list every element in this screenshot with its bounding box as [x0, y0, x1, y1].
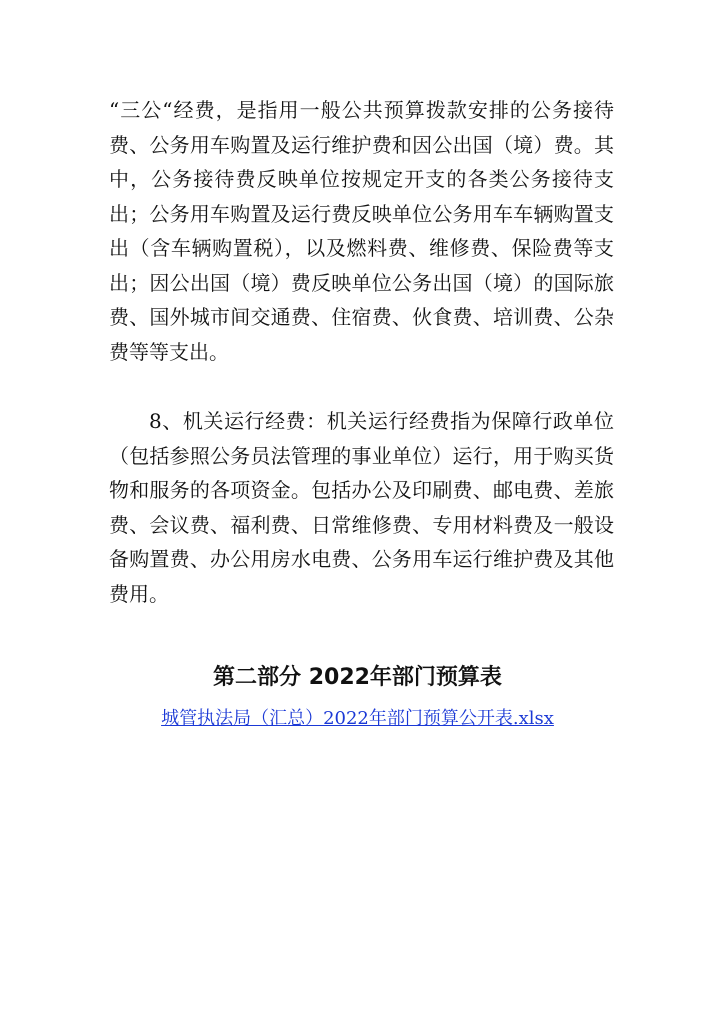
- section-title: 第二部分 2022年部门预算表: [213, 665, 502, 690]
- budget-table-file-link[interactable]: 城管执法局（汇总）2022年部门预算公开表.xlsx: [161, 708, 554, 729]
- paragraph-operating-expenses: 8、机关运行经费：机关运行经费指为保障行政单位（包括参照公务员法管理的事业单位）运行，用于购买货物和服务的各项资金。包括办公及印刷费、邮电费、差旅费、会议费、福利费、日常维修费、专用材料费及一般设备购置费、办公用房水电费、公务用车运行维护费及其他费用。: [109, 409, 614, 606]
- paragraph-three-public-expenses: “三公“经费，是指用一般公共预算拨款安排的公务接待费、公务用车购置及运行维护费和因公出国（境）费。其中，公务接待费反映单位按规定开支的各类公务接待支出；公务用车购置及运行费反映单位公务用车车辆购置支出（含车辆购置税），以及燃料费、维修费、保险费等支出；因公出国（境）费反映单位公务出国（境）的国际旅费、国外城市间交通费、住宿费、伙食费、培训费、公杂费等等支出。: [109, 98, 614, 364]
